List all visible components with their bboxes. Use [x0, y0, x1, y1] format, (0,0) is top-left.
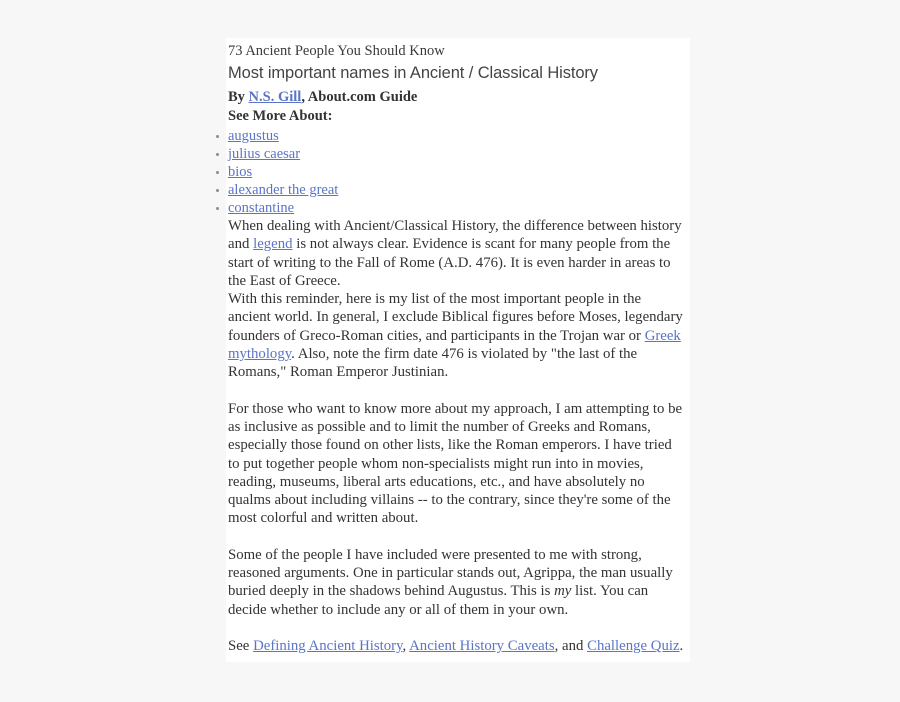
tag-link-constantine[interactable]: constantine	[228, 200, 295, 216]
list-item	[228, 181, 684, 199]
paragraph-p1	[228, 217, 684, 290]
paragraph-spacer	[228, 619, 684, 637]
list-item	[228, 127, 684, 145]
paragraph-p2	[228, 290, 684, 381]
emphasis-text: my	[554, 583, 572, 600]
body-text: . Also, note the firm date 476 is violated by "the last of the Romans," Roman Emperor Justinian.	[228, 346, 638, 381]
byline	[228, 88, 684, 107]
body-text: For those who want to know more about my approach, I am attempting to be as inclusive as possible and to limit the number of Greeks and Romans, especially those found on other lists, like the Roman emperors. I have tried to put together people whom non-specialists might run into in movies, reading, museums, liberal arts educations, etc., and have absolutely no qualms about including villains -- to the contrary, since they're some of the most colorful and written about.	[228, 400, 683, 527]
inline-link-ancient-history-caveats[interactable]: Ancient History Caveats	[409, 637, 555, 654]
paragraph-p3	[228, 400, 684, 528]
paragraph-p4	[228, 546, 684, 619]
inline-link-challenge-quiz[interactable]: Challenge Quiz	[587, 637, 680, 654]
tag-link-bios[interactable]: bios	[228, 164, 253, 180]
inline-link-legend[interactable]: legend	[253, 236, 293, 253]
tag-link-julius-caesar[interactable]: julius caesar	[228, 146, 301, 162]
article-body	[228, 217, 684, 655]
tag-link-augustus[interactable]: augustus	[228, 128, 279, 144]
article-panel	[226, 38, 690, 662]
article-kicker: 73 Ancient People You Should Know	[228, 43, 445, 59]
tag-link-alexander-the-great[interactable]: alexander the great	[228, 182, 339, 198]
list-item	[228, 163, 684, 181]
paragraph-p5	[228, 637, 684, 655]
inline-link-defining-ancient-history[interactable]: Defining Ancient History	[253, 637, 403, 654]
list-item	[228, 145, 684, 163]
paragraph-spacer	[228, 528, 684, 546]
body-text: is not always clear. Evidence is scant for many people from the start of writing to the Fall of Rome (A.D. 476). It is even harder in areas to the East of Greece.	[228, 236, 671, 289]
body-text: ,	[402, 637, 410, 654]
body-text: , and	[554, 637, 588, 654]
list-item	[228, 199, 684, 217]
byline-suffix: , About.com Guide	[301, 89, 418, 105]
body-text: Some of the people I have included were presented to me with strong, reasoned arguments. One in particular stands out, Agrippa, the man usually buried deeply in the shadows behind Augustus. This is	[228, 546, 673, 600]
body-text: When dealing with Ancient/Classical History, the difference between history and	[228, 218, 682, 253]
author-link[interactable]: N.S. Gill	[248, 89, 302, 105]
paragraph-spacer	[228, 382, 684, 400]
body-text: See	[228, 637, 254, 654]
inline-link-greek-mythology[interactable]: Greek mythology	[228, 327, 681, 363]
body-text: .	[679, 637, 684, 654]
byline-prefix: By	[228, 89, 249, 105]
page-title: Most important names in Ancient / Classical History	[228, 64, 598, 82]
tag-list	[228, 127, 684, 217]
see-more-about-label: See More About:	[228, 108, 333, 124]
body-text: list. You can decide whether to include any or all of them in your own.	[228, 583, 649, 618]
body-text: With this reminder, here is my list of the most important people in the ancient world. In general, I exclude Biblical figures before Moses, legendary founders of Greco-Roman cities, and participants in the Trojan war or	[228, 291, 683, 344]
